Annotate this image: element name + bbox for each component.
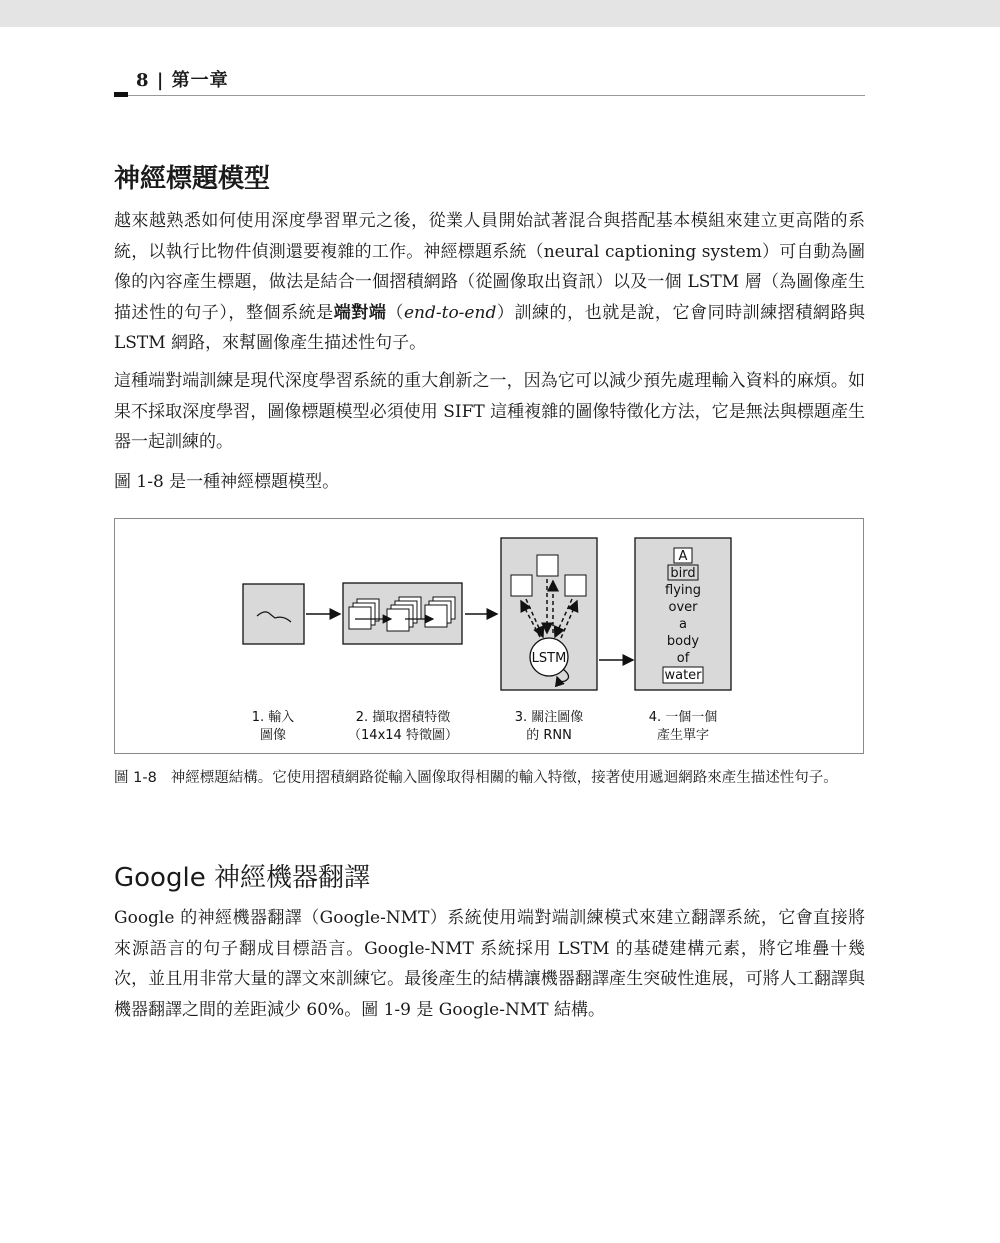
figure-caption-text: 神經標題結構。它使用摺積網路從輸入圖像取得相關的輸入特徵，接著使用遞迴網路來產生描述性句子。 bbox=[170, 770, 838, 786]
word-1: bird bbox=[670, 566, 696, 581]
term-end-to-end-zh: 端對端 bbox=[333, 302, 387, 323]
feature-map-stacks bbox=[349, 597, 455, 631]
stage-4-label-line1: 4. 一個一個 bbox=[648, 710, 718, 725]
attention-square-left bbox=[511, 575, 532, 596]
figure-caption bbox=[114, 765, 865, 791]
header-rule bbox=[128, 95, 865, 96]
word-7: water bbox=[664, 668, 702, 683]
paragraph-4: Google 的神經機器翻譯（Google-NMT）系統使用端對端訓練模式來建立翻譯系統，它會直接將來源語言的句子翻成目標語言。Google-NMT 系統採用 LSTM 的基礎建構元素，將它堆疊十幾次，並且用非常大量的譯文來訓練它。最後產生的結構讓機器翻譯產生突破性進展，可將人工翻譯與機器翻譯之間的差距減少 60%。圖 1-9 是 Google-NMT 結構。 bbox=[114, 908, 865, 1020]
term-end-to-end-en: end-to-end bbox=[403, 302, 497, 323]
stage-3-label-line1: 3. 關注圖像 bbox=[514, 710, 584, 725]
stage-3-label-line2: 的 RNN bbox=[526, 728, 572, 743]
stage-1-label-line1: 1. 輸入 bbox=[251, 710, 295, 725]
page-number: 8 bbox=[136, 70, 150, 91]
word-0: A bbox=[678, 549, 688, 564]
attention-square-right bbox=[565, 575, 586, 596]
word-5: body bbox=[666, 634, 700, 649]
stage-2-label-line2: （14x14 特徵圖） bbox=[348, 728, 458, 743]
figure-caption-number: 圖 1-8 bbox=[114, 770, 157, 786]
paragraph-1-text-end: ）訓練的，也就是說，它會同時訓練摺積網路與 LSTM 網路，來幫圖像產生描述性句子。 bbox=[114, 302, 866, 353]
word-6: of bbox=[676, 651, 690, 666]
header-separator: | bbox=[156, 70, 165, 91]
input-image-box bbox=[243, 584, 304, 644]
header-text bbox=[136, 66, 229, 92]
attention-square-center bbox=[537, 555, 558, 576]
paragraph-3: 圖 1-8 是一種神經標題模型。 bbox=[114, 472, 340, 492]
paragraph-1 bbox=[114, 206, 865, 359]
word-2: flying bbox=[665, 583, 701, 598]
header-marker bbox=[114, 92, 128, 97]
stage-1-label-line2: 圖像 bbox=[259, 728, 287, 743]
page-header bbox=[114, 66, 865, 98]
word-3: over bbox=[668, 600, 698, 615]
paren-open: （ bbox=[386, 302, 404, 323]
top-bar bbox=[0, 0, 1000, 27]
paragraph-1-text: 越來越熟悉如何使用深度學習單元之後，從業人員開始試著混合與搭配基本模組來建立更高階的系統，以執行比物件偵測還要複雜的工作。神經標題系統（neural captioning system）可自動為圖像的內容產生標題，做法是結合一個摺積網路（從圖像取出資訊）以及一個 LSTM 層（為圖像產生描述性的句子），整個系統是 bbox=[114, 211, 865, 323]
word-4: a bbox=[679, 617, 687, 632]
paragraph-2: 這種端對端訓練是現代深度學習系統的重大創新之一，因為它可以減少預先處理輸入資料的麻煩。如果不採取深度學習，圖像標題模型必須使用 SIFT 這種複雜的圖像特徵化方法，它是無法與標題產生器一起訓練的。 bbox=[114, 371, 865, 452]
stage-2-label-line1: 2. 擷取摺積特徵 bbox=[355, 710, 451, 725]
chapter-title: 第一章 bbox=[171, 70, 229, 91]
stage-4-label-line2: 產生單字 bbox=[656, 728, 710, 743]
section-title-google-nmt: Google 神經機器翻譯 bbox=[114, 863, 370, 893]
section-title-neural-captioning: 神經標題模型 bbox=[114, 164, 271, 194]
figure-diagram bbox=[115, 519, 865, 755]
lstm-label: LSTM bbox=[531, 651, 567, 666]
figure-1-8 bbox=[114, 518, 864, 754]
